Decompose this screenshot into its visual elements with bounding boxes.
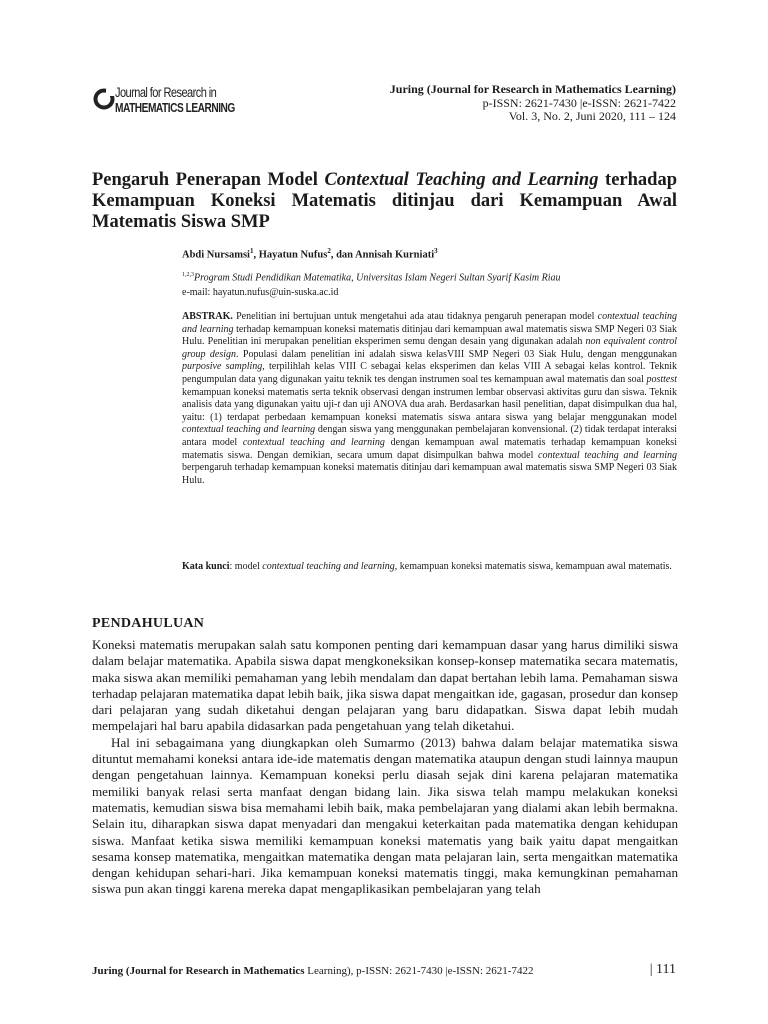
abstract-text: dengan kemampuan awal matematis terhadap kemampuan koneksi matematis siswa. Dengan demikian, secara umum dapat disimpulkan bahwa model xyxy=(182,436,677,461)
author-2-sup: 2 xyxy=(327,247,331,255)
author-list xyxy=(182,247,438,261)
affiliation-text: Program Studi Pendidikan Matematika, Universitas Islam Negeri Sultan Syarif Kasim Riau xyxy=(194,272,561,284)
author-email: e-mail: hayatun.nufus@uin-suska.ac.id xyxy=(182,287,339,298)
abstract-italic: purposive sampling xyxy=(182,361,263,373)
abstract-text: dengan siswa yang menggunakan pembelajaran konvensional. (2) tidak terdapat interaksi antara model xyxy=(182,424,677,448)
keywords-italic: contextual teaching and learning xyxy=(262,561,395,572)
journal-header xyxy=(390,83,676,124)
affiliation-sup: 1,2,3 xyxy=(182,272,194,278)
page-footer xyxy=(92,965,533,977)
abstract-text: . Populasi dalam penelitian ini adalah siswa kelasVIII SMP Negeri 03 Siak Hulu, dengan menggunakan xyxy=(236,348,677,360)
keywords xyxy=(182,561,677,574)
abstract-label: ABSTRAK. xyxy=(182,311,233,322)
abstract-italic: contextual teaching and learning xyxy=(182,311,677,335)
abstract-italic: posttest xyxy=(646,373,677,385)
abstract xyxy=(182,311,677,487)
author-1: Abdi Nursamsi xyxy=(182,249,250,261)
abstract-text: terhadap kemampuan koneksi matematis ditinjau dari kemampuan awal matematis siswa SMP Negeri 03 Siak Hulu. Penelitian ini merupakan penelitian eksperimen semu dengan desain yang digunakan adalah xyxy=(182,323,677,348)
keywords-text: , kemampuan koneksi matematis siswa, kemampuan awal matematis. xyxy=(394,561,672,572)
keywords-label: Kata kunci xyxy=(182,561,230,572)
title-part-2: Contextual Teaching and Learning xyxy=(324,170,599,190)
logo-line-1: Journal for Research in xyxy=(115,85,217,100)
journal-logo xyxy=(93,84,238,116)
abstract-italic: contextual teaching and learning xyxy=(538,449,677,461)
abstract-italic: t xyxy=(337,399,341,411)
author-2: , Hayatun Nufus xyxy=(253,249,328,261)
paper-title xyxy=(92,170,677,233)
abstract-text: , terpilihlah kelas VIII C sebagai kelas eksperimen dan kelas VIII A sebagai kelas kontrol. Teknik pengumpulan data yang digunakan yaitu teknik tes dengan instrumen soal tes kemampuan awal matematis dan soal xyxy=(182,361,677,385)
page-number: | 111 xyxy=(649,962,676,977)
abstract-text: dan uji ANOVA dua arah. Berdasarkan hasil penelitian, dapat disimpulkan dua hal, yaitu: (1) terdapat perbedaan kemampuan koneksi matematis siswa antara siswa yang belajar menggunakan model xyxy=(182,399,677,423)
abstract-text: Penelitian ini bertujuan untuk mengetahui ada atau tidaknya pengaruh penerapan model xyxy=(232,311,598,322)
paragraph: Hal ini sebagaimana yang diungkapkan oleh Sumarmo (2013) bahwa dalam belajar matematika siswa dituntut memahami koneksi antara ide-ide matematis dengan matematika ataupun dengan studi lainnya maupun dengan pengetahuan lainnya. Kemampuan koneksi perlu diasah sejak dini karena pelajaran matematika memiliki banyak relasi serta manfaat dengan bidang lain. Jika siswa telah mampu melakukan koneksi matematis, kemudian siswa bisa memahami lebih baik, maka pembelajaran yang dialami akan lebih bermakna. Selain itu, diharapkan siswa dapat menyadari dan mengakui keterkaitan pada matematika dengan kehidupan siswa. Manfaat ketika siswa memiliki kemampuan koneksi matematis yang baik yaitu dapat mengaitkan sesama konsep matematika, mengaitkan matematika dengan mata pelajaran lain, serta mengaitkan matematika dengan kehidupan sehari-hari. Jika kemampuan koneksi matematis tinggi, maka kemungkinan pemahaman siswa pun akan tinggi karena mereka dapat mengaplikasikan pembelajaran yang telah xyxy=(92,734,678,897)
paragraph: Koneksi matematis merupakan salah satu komponen penting dari kemampuan dasar yang harus dimiliki siswa dalam belajar matematika. Apabila siswa dapat mengkoneksikan konsep-konsep matematika secara matematis, maka siswa akan memiliki pemahaman yang lebih mendalam dan dapat bertahan lebih lama. Pemahaman siswa terhadap pelajaran matematika dapat lebih baik, jika siswa dapat mengaitkan ide, gagasan, prosedur dan konsep dari pelajaran yang sudah diketahui dengan pelajaran yang baru didapatkan. Siswa dapat lebih mudah mempelajari hal baru apabila didasarkan pada pengetahuan yang telah diketahui. xyxy=(92,637,678,734)
keywords-text: : model xyxy=(229,561,263,572)
footer-issn: Learning), p-ISSN: 2621-7430 |e-ISSN: 2621-7422 xyxy=(304,965,534,977)
body-text xyxy=(92,637,678,898)
journal-issn: p-ISSN: 2621-7430 |e-ISSN: 2621-7422 xyxy=(482,95,676,110)
abstract-italic: non equivalent control group design xyxy=(182,336,677,360)
logo-line-2: MATHEMATICS LEARNING xyxy=(115,100,235,115)
affiliation xyxy=(182,272,561,283)
author-3: , dan Annisah Kurniati xyxy=(330,249,435,261)
logo-emblem-icon xyxy=(93,86,115,112)
abstract-text: kemampuan koneksi matematis serta teknik observasi dengan instrumen lembar observasi aktivitas guru dan siswa. Teknik analisis data yang digunakan yaitu uji- xyxy=(182,386,677,411)
author-1-sup: 1 xyxy=(249,247,254,255)
abstract-italic: contextual teaching and learning xyxy=(242,436,385,448)
journal-volume: Vol. 3, No. 2, Juni 2020, 111 – 124 xyxy=(508,109,676,123)
abstract-text: berpengaruh terhadap kemampuan koneksi matematis ditinjau dari kemampuan awal matematis siswa SMP Negeri 03 Siak Hulu. xyxy=(182,462,677,486)
journal-name: Juring (Journal for Research in Mathematics Learning) xyxy=(389,82,676,96)
author-3-sup: 3 xyxy=(434,247,438,255)
title-part-3: terhadap Kemampuan Koneksi Matematis ditinjau dari Kemampuan Awal Matematis Siswa SMP xyxy=(92,170,677,232)
footer-journal: Juring (Journal for Research in Mathematics xyxy=(92,965,305,977)
title-part-1: Pengaruh Penerapan Model xyxy=(92,170,325,190)
section-heading: PENDAHULUAN xyxy=(92,616,205,631)
abstract-italic: contextual teaching and learning xyxy=(182,424,316,436)
